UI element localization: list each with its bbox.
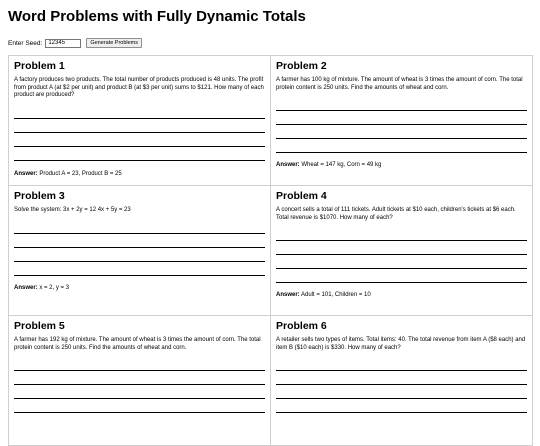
answer-lines: [276, 227, 527, 283]
answer-line: [14, 119, 265, 133]
problem-title: Problem 4: [276, 190, 327, 202]
answer-label: Answer:: [14, 171, 38, 177]
answer-line: [14, 262, 265, 276]
answer-line: [14, 399, 265, 413]
answer-line: [276, 385, 527, 399]
problem-answer: [276, 162, 381, 168]
generate-problems-button[interactable]: Generate Problems: [86, 38, 142, 48]
answer-line: [14, 248, 265, 262]
problem-answer: [276, 292, 371, 298]
problem-title: Problem 2: [276, 60, 327, 72]
page-title: Word Problems with Fully Dynamic Totals: [8, 8, 306, 25]
answer-value: Adult = 101, Children = 10: [301, 292, 371, 298]
problem-answer: [14, 285, 69, 291]
problems-grid: [8, 55, 533, 446]
answer-value: Wheat = 147 kg, Corn = 49 kg: [301, 162, 382, 168]
answer-line: [276, 255, 527, 269]
answer-line: [14, 105, 265, 119]
answer-line: [276, 125, 527, 139]
problem-card-6: [271, 316, 533, 446]
problem-card-3: [9, 186, 271, 316]
answer-line: [14, 385, 265, 399]
seed-label: Enter Seed:: [8, 39, 43, 47]
answer-line: [276, 111, 527, 125]
answer-label: Answer:: [276, 162, 300, 168]
problem-title: Problem 1: [14, 60, 65, 72]
problem-card-2: [271, 56, 533, 186]
answer-line: [276, 227, 527, 241]
answer-line: [276, 357, 527, 371]
answer-value: Product A = 23, Product B = 25: [39, 171, 122, 177]
answer-line: [14, 357, 265, 371]
answer-line: [276, 97, 527, 111]
answer-line: [14, 147, 265, 161]
answer-line: [276, 139, 527, 153]
seed-controls: [8, 38, 532, 48]
problem-text: A concert sells a total of 111 tickets. Adult tickets at $10 each, children's tickets at $6 each. Total revenue is $1070. How many of each?: [276, 207, 516, 221]
answer-line: [276, 269, 527, 283]
answer-line: [14, 133, 265, 147]
problem-title: Problem 5: [14, 320, 65, 332]
answer-label: Answer:: [276, 292, 300, 298]
problem-text: Solve the system: 3x + 2y = 12 4x + 5y = 23: [14, 207, 131, 213]
problem-text: A retailer sells two types of items. Total items: 40. The total revenue from item A ($8 each) and item B ($10 each) is $330. How many of each?: [276, 337, 526, 351]
problem-text: A factory produces two products. The total number of products produced is 48 units. The profit from product A (at $2 per unit) and product B (at $3 per unit) sums to $121. How many of each product are produced?: [14, 77, 264, 98]
answer-value: x = 2, y = 3: [39, 285, 70, 291]
answer-line: [276, 399, 527, 413]
answer-lines: [14, 105, 265, 161]
answer-line: [276, 371, 527, 385]
answer-line: [276, 241, 527, 255]
answer-line: [14, 371, 265, 385]
problem-card-1: [9, 56, 271, 186]
answer-line: [14, 234, 265, 248]
seed-input[interactable]: [45, 39, 81, 48]
problem-title: Problem 6: [276, 320, 327, 332]
answer-label: Answer:: [14, 285, 38, 291]
answer-lines: [276, 97, 527, 153]
answer-line: [14, 220, 265, 234]
problem-answer: [14, 171, 122, 177]
problem-text: A farmer has 192 kg of mixture. The amount of wheat is 3 times the amount of corn. The total protein content is 250 units. Find the amounts of wheat and corn.: [14, 337, 261, 351]
answer-lines: [14, 220, 265, 276]
problem-text: A farmer has 100 kg of mixture. The amount of wheat is 3 times the amount of corn. The total protein content is 250 units. Find the amounts of wheat and corn.: [276, 77, 523, 91]
problem-card-4: [271, 186, 533, 316]
problem-title: Problem 3: [14, 190, 65, 202]
problem-card-5: [9, 316, 271, 446]
